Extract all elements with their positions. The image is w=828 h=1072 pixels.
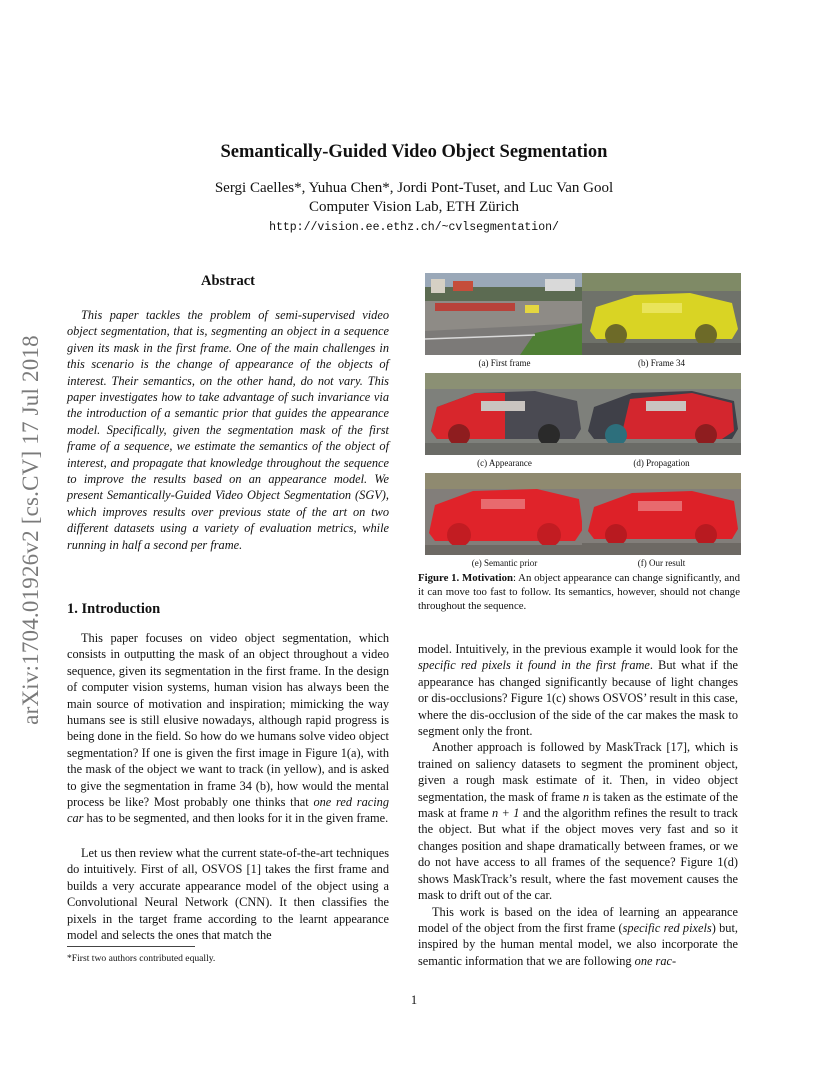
intro-p1-text-b: has to be segmented, and then looks for it in the given frame.: [83, 811, 389, 826]
right-paragraph-1: [418, 641, 738, 739]
intro-p1-emphasis: one red racing car: [67, 795, 390, 826]
right-p1-emphasis: specific red pixels it found in the first frame: [418, 658, 650, 673]
paper-affiliation: Computer Vision Lab, ETH Zürich: [308, 199, 520, 215]
right-p2-n: n: [582, 789, 590, 804]
right-p2-text-a: Another approach is followed by MaskTrack [17], which is trained on saliency datasets to segment the prominent object, given a rough mask estimate of it. Then, in video object segmentation, the mask of frame: [418, 740, 738, 804]
right-p2-n-plus-1: n + 1: [491, 806, 520, 821]
figure-panel-frame-34: [582, 273, 741, 355]
figure-panel-our-result: [582, 473, 741, 555]
intro-p1-text-a: This paper focuses on video object segmentation, which consists in outputting the mask of an object throughout a video sequence, given its segmentation in the first frame. In the design of computer vision systems, human vision has always been the main source of motivation and inspiration; mimicking the way humans see is still elusive nowadays, although rapid progress is being done in the field. So how do we humans solve video object segmentation? If one is given the first image in Figure 1(a), with the mask of the object we want to track (in yellow), and is asked to give the segmentation in frame 34 (b), how would the mental process be like? Most probably one thinks that: [67, 631, 389, 810]
intro-paragraph-2: Let us then review what the current state-of-the-art techniques do intuitively. First of all, OSVOS [1] takes the first frame and builds a very accurate appearance model of the object using a Convolutional Neural Network (CNN). It then classifies the pixels in the target frame according to the learnt appearance model and selects the ones that match the: [67, 846, 389, 943]
right-p3-emphasis-2: one rac-: [634, 953, 677, 968]
figure-panel-appearance: [425, 373, 584, 455]
footnote-rule: [67, 946, 195, 947]
introduction-heading: 1. Introduction: [67, 601, 161, 617]
right-p2-text-b: is taken as the estimate of the mask at frame: [418, 789, 739, 821]
arxiv-stamp: [14, 295, 48, 765]
abstract-heading: Abstract: [201, 273, 255, 289]
intro-paragraph-1: [67, 630, 389, 827]
right-paragraph-3: [418, 904, 738, 970]
figure-panel-label: (c) Appearance: [477, 458, 532, 468]
right-p3-text-b: ) but, inspired by the human mental model, we also incorporate the semantic information that we are following: [418, 920, 738, 968]
figure-panel-label: (f) Our result: [637, 558, 686, 568]
arxiv-stamp-text: arXiv:1704.01926v2 [cs.CV] 17 Jul 2018: [18, 335, 43, 725]
figure-panel-label: (e) Semantic prior: [471, 558, 538, 568]
project-url[interactable]: http://vision.ee.ethz.ch/~cvlsegmentation/: [269, 221, 559, 234]
figure-1-caption: [418, 571, 740, 613]
right-p3-text-a: This work is based on the idea of learning an appearance model of the object from the first frame (: [418, 904, 738, 935]
right-column-text: [418, 641, 738, 969]
figure-caption-text: : An object appearance can change significantly, and it can move too fast to follow. Its semantics, however, should not change throughout the sequence.: [418, 572, 740, 612]
figure-panel-label: (d) Propagation: [633, 458, 690, 468]
right-p3-emphasis: specific red pixels: [622, 920, 712, 935]
paper-title: Semantically-Guided Video Object Segmentation: [220, 142, 608, 162]
figure-panel-propagation: [582, 373, 741, 455]
footnote: *First two authors contributed equally.: [67, 953, 216, 964]
page-number: 1: [410, 993, 418, 1007]
figure-caption-label: Figure 1. Motivation: [418, 572, 513, 584]
right-p1-text-b: . But what if the appearance has changed significantly because of light changes or dis-occlusions? Figure 1(c) shows OSVOS’ result in this case, where the dis-occlusion of the side of the car makes the mask to segment only the front.: [418, 658, 738, 739]
figure-panel-label: (a) First frame: [478, 358, 531, 368]
abstract-text: This paper tackles the problem of semi-supervised video object segmentation, that is, segmenting an object in a sequence given its mask in the first frame. One of the main challenges in this scenario is the change of appearance of the objects of interest. Their semantics, on the other hand, do not vary. This paper investigates how to take advantage of such invariance via the introduction of a semantic prior that guides the appearance model. Specifically, given the segmentation mask of the first frame of a sequence, we estimate the semantics of the object of interest, and propagate that knowledge throughout the sequence to improve the results based on an appearance model. We present Semantically-Guided Video Object Segmentation (SGV), which improves results over previous state of the art on two different datasets using a variety of evaluation metrics, while running in half a second per frame.: [67, 308, 389, 552]
figure-panel-label: (b) Frame 34: [638, 358, 685, 368]
right-p1-text-a: model. Intuitively, in the previous example it would look for the: [418, 642, 738, 656]
right-p2-text-c: and the algorithm refines the result to track the object. But what if the object moves very fast and so it changes position and shape dramatically between frames, or we do not have access to all frames of the sequence? Figure 1(d) shows MaskTrack’s result, where the fast movement causes the mask to drift out of the car.: [418, 806, 738, 903]
figure-panel-first-frame: [425, 273, 584, 355]
right-paragraph-2: [418, 739, 738, 903]
paper-authors: Sergi Caelles*, Yuhua Chen*, Jordi Pont-Tuset, and Luc Van Gool: [214, 180, 614, 196]
figure-panel-semantic-prior: [425, 473, 584, 555]
